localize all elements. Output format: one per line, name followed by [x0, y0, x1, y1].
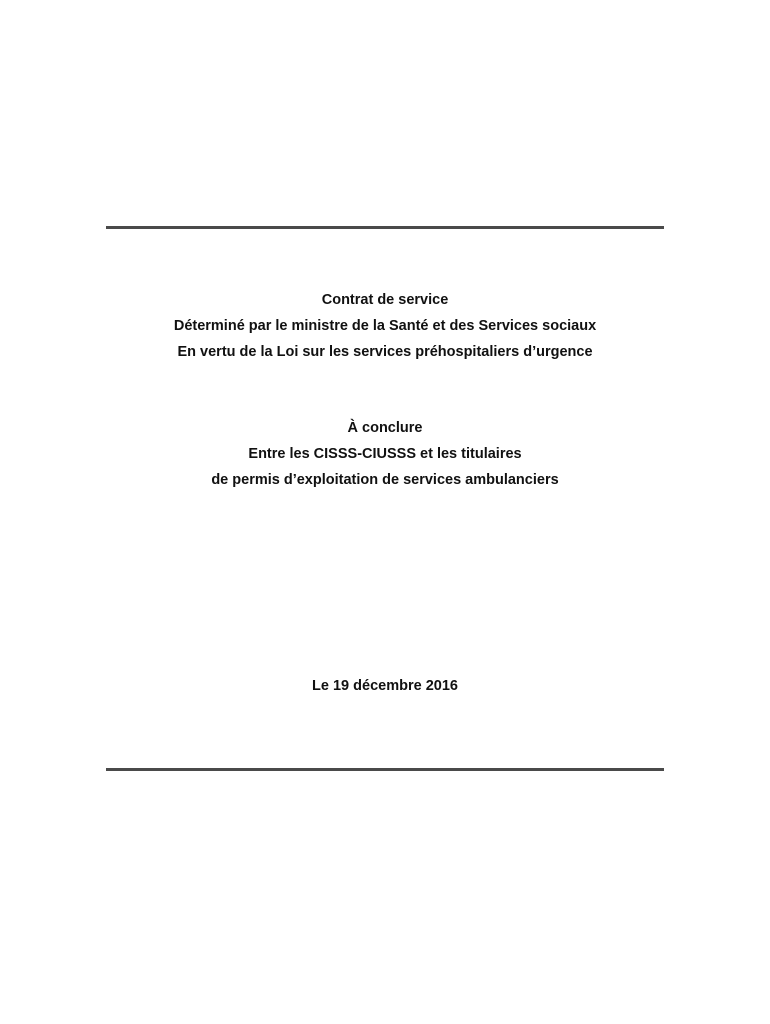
bottom-horizontal-rule	[106, 768, 664, 771]
document-subtitle-authority: Déterminé par le ministre de la Santé et des Services sociaux	[173, 318, 597, 334]
parties-heading: À conclure	[347, 420, 423, 436]
document-title-block	[0, 287, 770, 365]
document-title: Contrat de service	[321, 292, 449, 308]
document-subtitle-law: En vertu de la Loi sur les services préhospitaliers d’urgence	[177, 344, 593, 360]
parties-line-1: Entre les CISSS-CIUSSS et les titulaires	[248, 446, 522, 462]
parties-block	[0, 415, 770, 493]
top-horizontal-rule	[106, 226, 664, 229]
parties-line-2: de permis d’exploitation de services ambulanciers	[211, 472, 559, 488]
document-date: Le 19 décembre 2016	[312, 678, 458, 694]
date-block	[0, 673, 770, 699]
